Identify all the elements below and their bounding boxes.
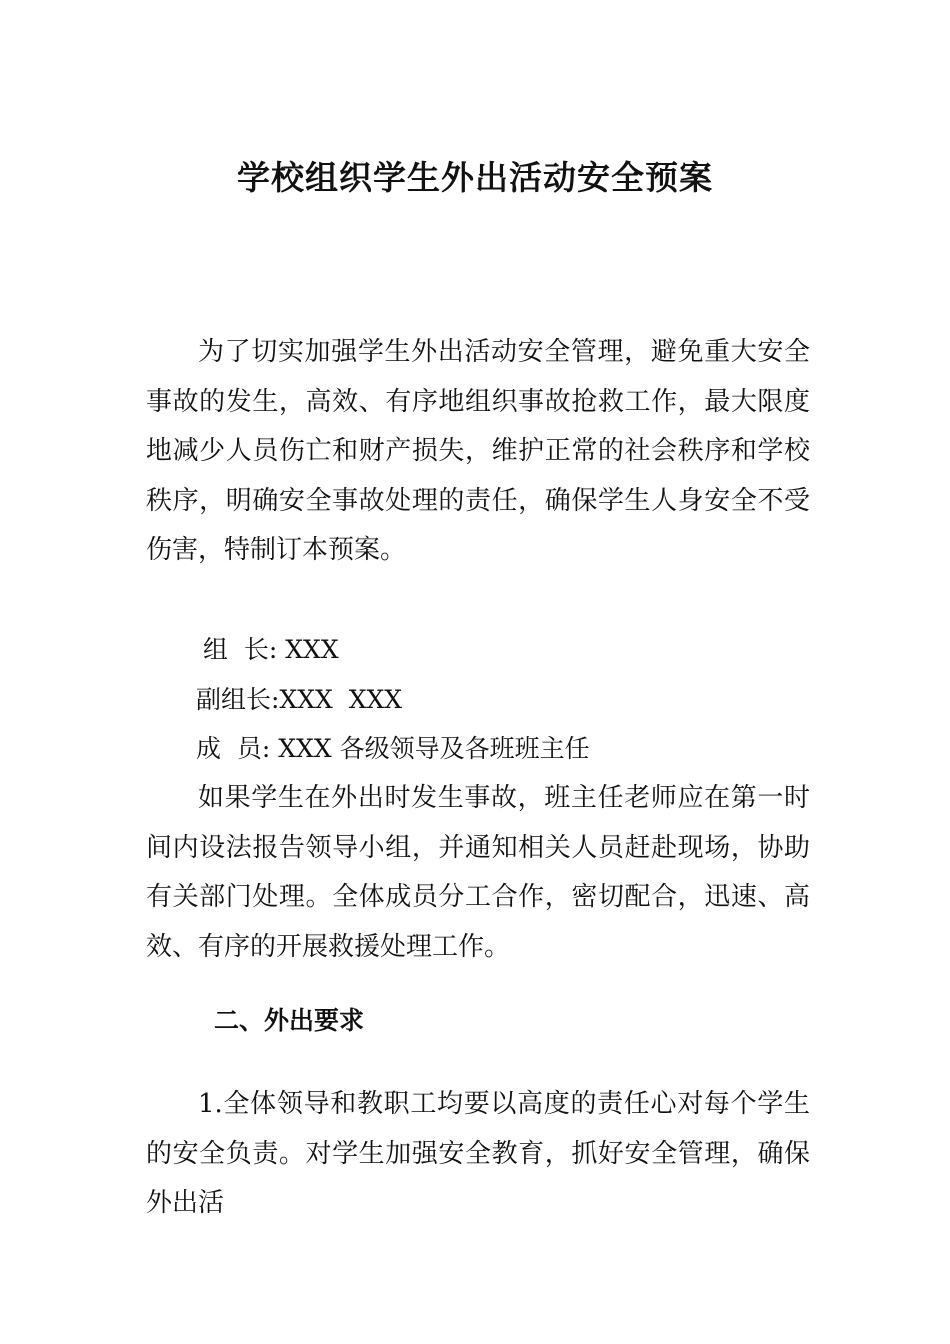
response-paragraph: 如果学生在外出时发生事故，班主任老师应在第一时间内设法报告领导小组，并通知相关人员赶赴现场，协助有关部门处理。全体成员分工合作，密切配合，迅速、高效、有序的开展救援处理工作。 [146, 783, 810, 962]
requirement-paragraph: 1.全体领导和教职工均要以高度的责任心对每个学生的安全负责。对学生加强安全教育，抓好安全管理，确保外出活 [146, 1089, 810, 1218]
deputy-leader-line: 副组长:XXX XXX [196, 684, 403, 714]
document-title: 学校组织学生外出活动安全预案 [237, 158, 713, 197]
group-leader-line: 组 长: XXX [203, 635, 339, 664]
section-heading: 二、外出要求 [214, 1006, 365, 1035]
leadership-group [196, 625, 816, 774]
intro-paragraph: 为了切实加强学生外出活动安全管理，避免重大安全事故的发生，高效、有序地组织事故抢救工作，最大限度地减少人员伤亡和财产损失，维护正常的社会秩序和学校秩序，明确安全事故处理的责任，确保学生人身安全不受伤害，特制订本预案。 [146, 337, 810, 565]
members-line: 成 员: XXX 各级领导及各班班主任 [196, 734, 590, 763]
